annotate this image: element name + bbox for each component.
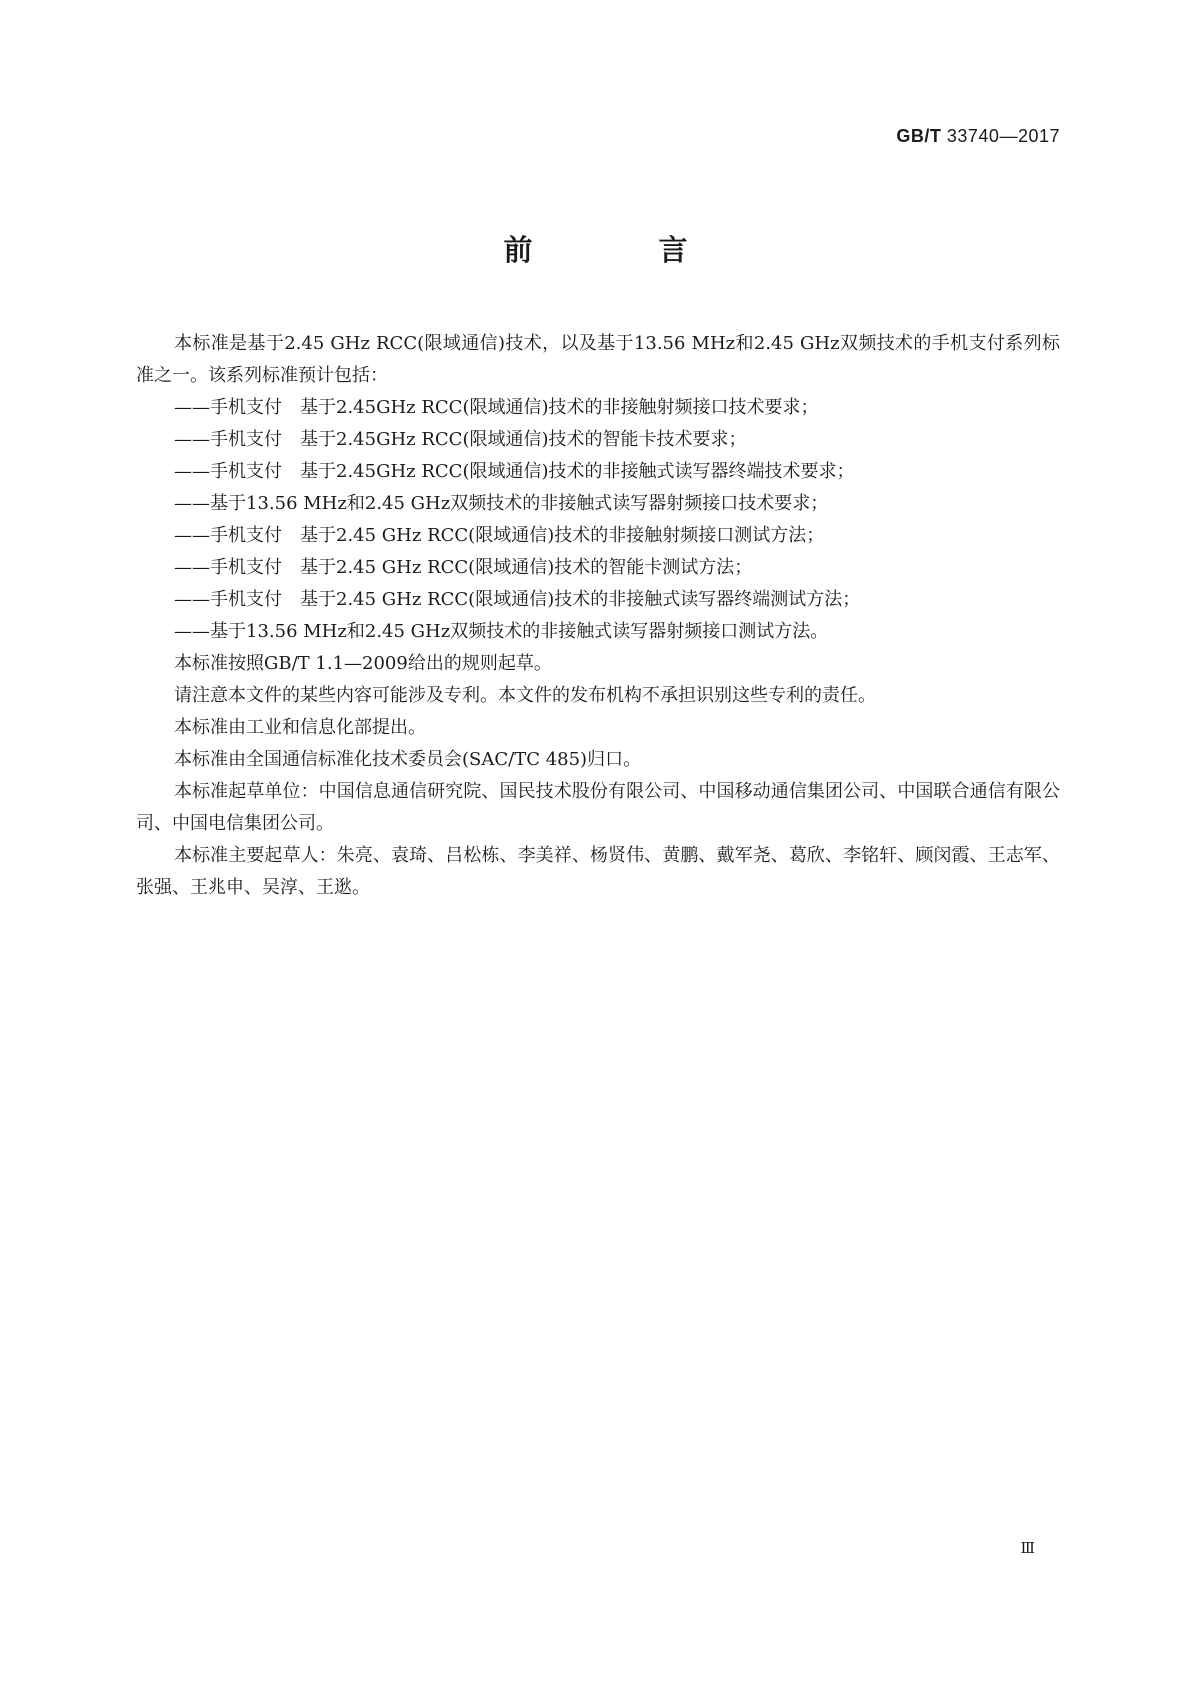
patent-notice-paragraph: 请注意本文件的某些内容可能涉及专利。本文件的发布机构不承担识别这些专利的责任。	[174, 685, 876, 706]
series-item: ——手机支付 基于2.45 GHz RCC(限域通信)技术的非接触射频接口测试方法；	[174, 525, 825, 546]
managed-by-paragraph: 本标准由全国通信标准化技术委员会(SAC/TC 485)归口。	[174, 749, 642, 770]
drafting-units-paragraph: 本标准起草单位：中国信息通信研究院、国民技术股份有限公司、中国移动通信集团公司、中国联合通信有限公司、中国电信集团公司。	[136, 781, 1060, 834]
standard-number: 33740—2017	[946, 126, 1060, 146]
page-title: 前 言	[503, 233, 746, 267]
series-item: ——手机支付 基于2.45GHz RCC(限域通信)技术的智能卡技术要求；	[174, 429, 747, 450]
series-item: ——手机支付 基于2.45 GHz RCC(限域通信)技术的智能卡测试方法；	[174, 557, 753, 578]
standard-code	[896, 126, 1060, 147]
series-list	[136, 392, 1060, 648]
series-item: ——手机支付 基于2.45GHz RCC(限域通信)技术的非接触射频接口技术要求；	[174, 397, 819, 418]
series-item: ——基于13.56 MHz和2.45 GHz双频技术的非接触式读写器射频接口技术要求；	[174, 493, 829, 514]
intro-paragraph: 本标准是基于2.45 GHz RCC(限域通信)技术，以及基于13.56 MHz和2.45 GHz双频技术的手机支付系列标准之一。该系列标准预计包括：	[136, 333, 1060, 386]
standard-prefix: GB/T	[896, 126, 942, 146]
proposed-by-paragraph: 本标准由工业和信息化部提出。	[174, 717, 426, 738]
series-item: ——基于13.56 MHz和2.45 GHz双频技术的非接触式读写器射频接口测试方法。	[174, 621, 829, 642]
page-number: Ⅲ	[1020, 1539, 1035, 1557]
series-item: ——手机支付 基于2.45 GHz RCC(限域通信)技术的非接触式读写器终端测试方法；	[174, 589, 861, 610]
series-item: ——手机支付 基于2.45GHz RCC(限域通信)技术的非接触式读写器终端技术要求；	[174, 461, 855, 482]
drafters-paragraph: 本标准主要起草人：朱亮、袁琦、吕松栋、李美祥、杨贤伟、黄鹏、戴军尧、葛欣、李铭轩、顾闵霞、王志军、张强、王兆申、吴淳、王逖。	[136, 845, 1060, 898]
foreword-body	[136, 328, 1060, 904]
drafting-rules-paragraph: 本标准按照GB/T 1.1—2009给出的规则起草。	[174, 653, 552, 674]
